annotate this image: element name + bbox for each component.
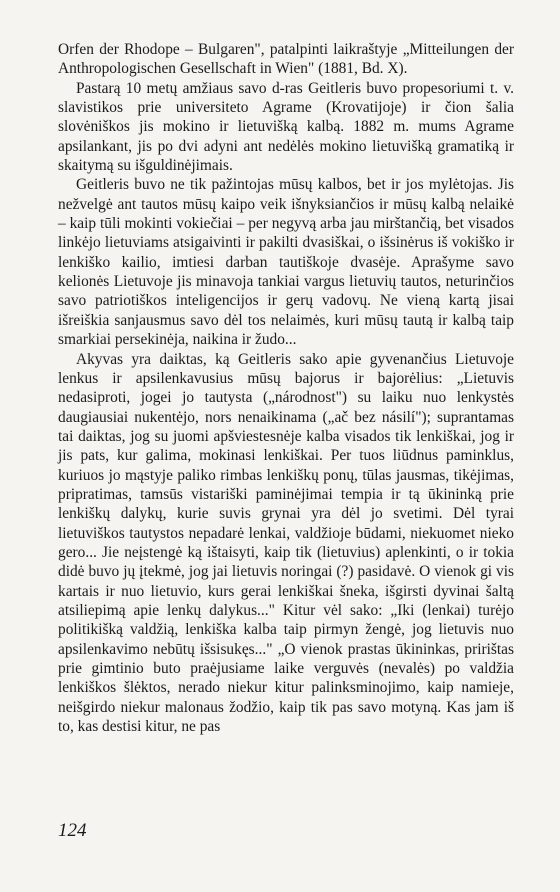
paragraph-2: Pastarą 10 metų amžiaus savo d-ras Geitleris buvo propesoriumi t. v. slavistikos prie universiteto Agrame (Krovatijoje) ir čion šalia slovėniškos jis mokino ir lietuvišką kalbą. 1882 m. mums Agrame apsilankant, jis po dvi adyni ant nedėlės mokino lietuvišką gramatiką ir skaitymą su išguldinėjimais.	[58, 79, 514, 175]
page-number: 124	[58, 820, 87, 841]
body-text	[58, 40, 514, 736]
paragraph-1: Orfen der Rhodope – Bulgaren", patalpinti laikraštyje „Mitteilungen der Anthropologischen Gesellschaft in Wien" (1881, Bd. X).	[58, 41, 514, 78]
paragraph-3: Geitleris buvo ne tik pažintojas mūsų kalbos, bet ir jos mylėtojas. Jis nežvelgė ant tautos mūsų kaipo veik išnyksiančios ir mūsų kalbą nelaikė – kaip tūli mokinti vokiečiai – per negyvą arba jau mirštančią, bet visados linkėjo lietuviams atsigaivinti ir pakilti dvasiškai, o išsinėrus iš vokiško ir lenkiško kailio, imtiesi darban tautiškoje dvasėje. Aprašyme savo kelionės Lietuvoje jis minavoja tankiai vargus lietuvių tautos, neturinčios savo patriotiškos inteligencijos ir gerų vadovų. Ne vieną kartą jisai išreiškia sanjausmus savo dėl tos nelaimės, kuri mūsų tautą ir kalbą taip smarkiai persekinėja, naikina ir žudo...	[58, 176, 514, 349]
paragraph-4: Akyvas yra daiktas, ką Geitleris sako apie gyvenančius Lietuvoje lenkus ir apsilenkavusius mūsų bajorus ir bajorėlius: „Lietuvis nedasiproti, jogei jo tautysta („národnost") su laiku nuo lenkystės daugiausiai nukentėjo, nors nenaikinama („ač bez násilí"); suprantamas tai daiktas, jog su juomi apšviestesnėje kalba visados tik lenkiškai, jog ir jis pats, kur galima, mokinasi lenkiškai. Per tuos liūdnus paminklus, kuriuos jo mąstyje paliko rimbas lenkiškų ponų, tūlas jausmas, tikėjimas, pripratimas, tamsūs vistariški paminėjimai tempia ir tą ūkininką prie lenkiškų dalykų, kurie suvis grynai yra dėl jo svetimi. Dėl tyrai lietuviškos tautystos nepadarė lenkai, valdžioje būdami, niekuomet nieko gero... Jie neįstengė ką ištaisyti, kaip tik (lietuvius) aplenkinti, o ir tokia didė buvo jų įtekmė, jog jai lietuvis noringai (?) pasidavė. O vienok gi vis kartais ir nuo lietuvio, kurs gerai lenkiškai šneka, išgirsti dyvinai šaltą atsiliepimą apie lenkų dalykus..." Kitur vėl sako: „Iki (lenkai) turėjo politikišką valdžią, lenkiška kalba taip pirmyn žengė, jog lietuvis nuo apsilenkavimo nebūtų išsisukęs..." „O vienok prastas ūkininkas, pririštas prie gimtinio buto praėjusiame laike verguvės (nevalės) po valdžia lenkiškos šlėktos, nerado niekur kitur palinksminojimo, kaip namieje, neišgirdo niekur malonaus žodžio, kaip tik pas savo motyną. Kas jam iš to, kas destisi kitur, ne pas	[58, 350, 514, 736]
